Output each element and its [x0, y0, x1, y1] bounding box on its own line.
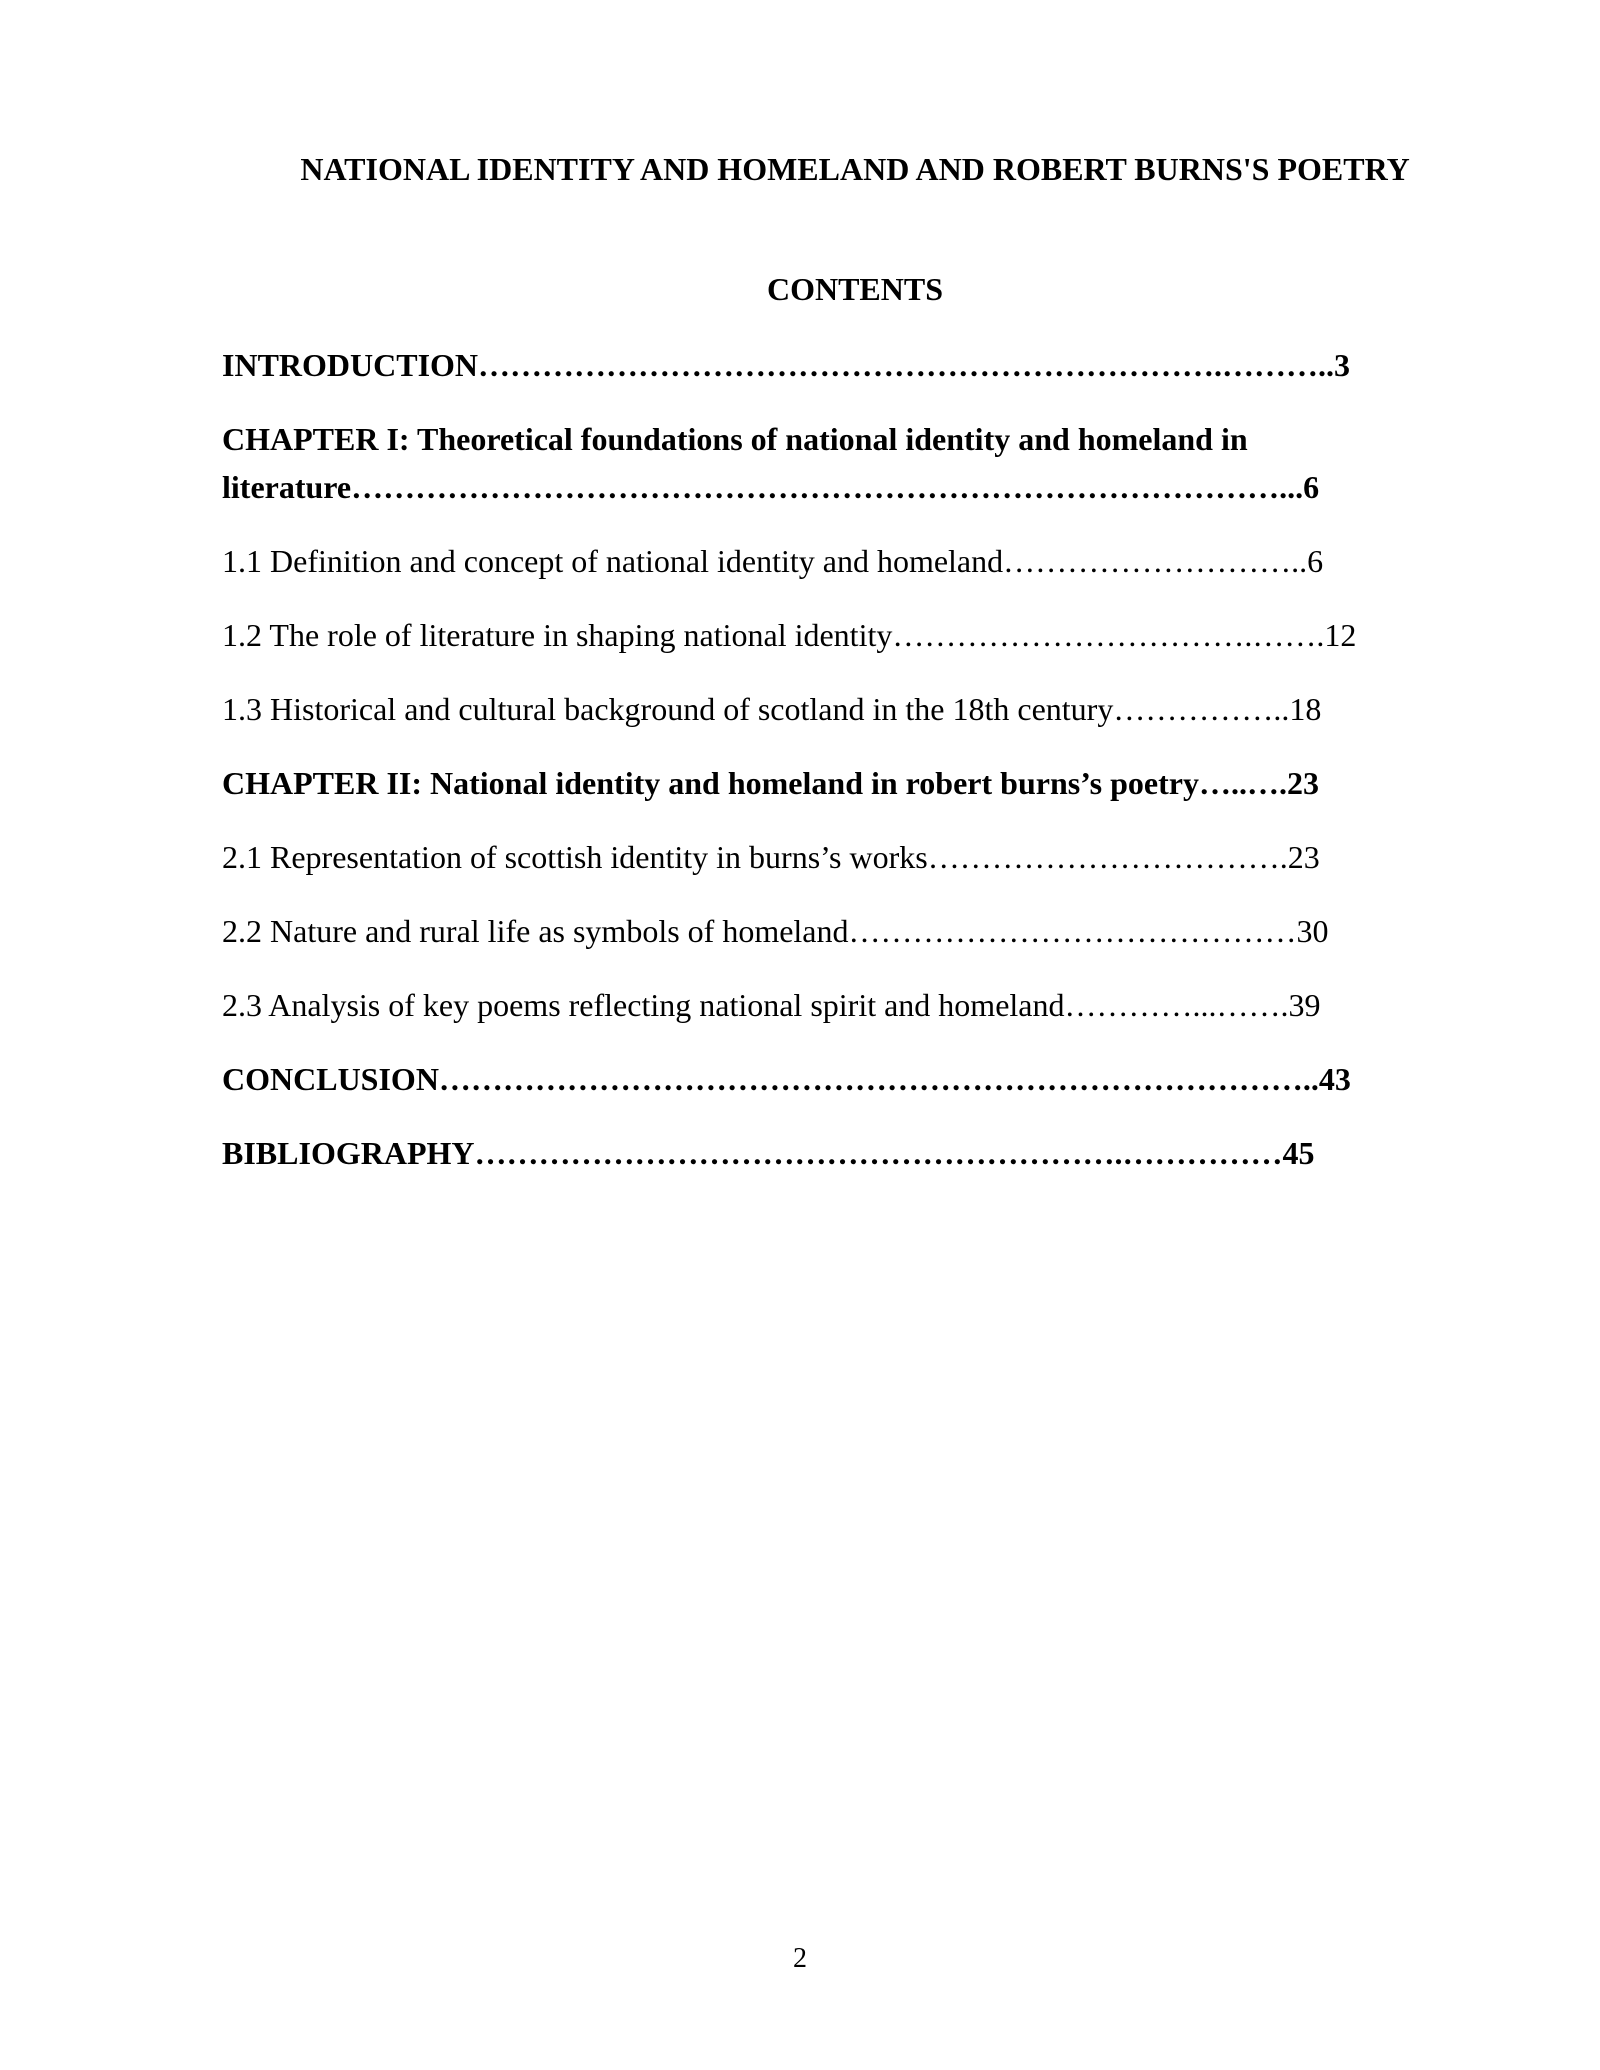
toc-entry-1-2: 1.2 The role of literature in shaping national identity…………………………….…….12	[222, 617, 1357, 653]
toc-entry-chapter-1-text: CHAPTER I: Theoretical foundations of national identity and homeland in literature……………………………………………………………………………...6	[222, 421, 1320, 505]
toc-entry-2-2: 2.2 Nature and rural life as symbols of homeland……………………………………30	[222, 913, 1329, 949]
contents-heading: CONTENTS	[766, 271, 944, 307]
toc-entry-2-3: 2.3 Analysis of key poems reflecting national spirit and homeland…………...…….39	[222, 987, 1321, 1023]
table-of-contents	[222, 341, 1482, 1203]
toc-entry-introduction: INTRODUCTION…………………………………………………………….………..3	[222, 347, 1351, 383]
document-title: NATIONAL IDENTITY AND HOMELAND AND ROBERT BURNS'S POETRY	[300, 151, 1410, 187]
toc-entry-chapter-2: CHAPTER II: National identity and homeland in robert burns’s poetry…..….23	[222, 765, 1319, 801]
toc-entry-conclusion: CONCLUSION………………………………………………………………………..43	[222, 1061, 1351, 1097]
toc-entry-2-1: 2.1 Representation of scottish identity in burns’s works…………………………….23	[222, 839, 1320, 875]
toc-entry-1-3: 1.3 Historical and cultural background of scotland in the 18th century……………..18	[222, 691, 1322, 727]
toc-entry-1-1: 1.1 Definition and concept of national identity and homeland………………………..6	[222, 543, 1324, 579]
toc-entry-chapter-1	[222, 415, 1482, 511]
toc-entry-bibliography: BIBLIOGRAPHY…………………………………………………….……………45	[222, 1135, 1315, 1171]
page-number: 2	[793, 1943, 807, 1974]
